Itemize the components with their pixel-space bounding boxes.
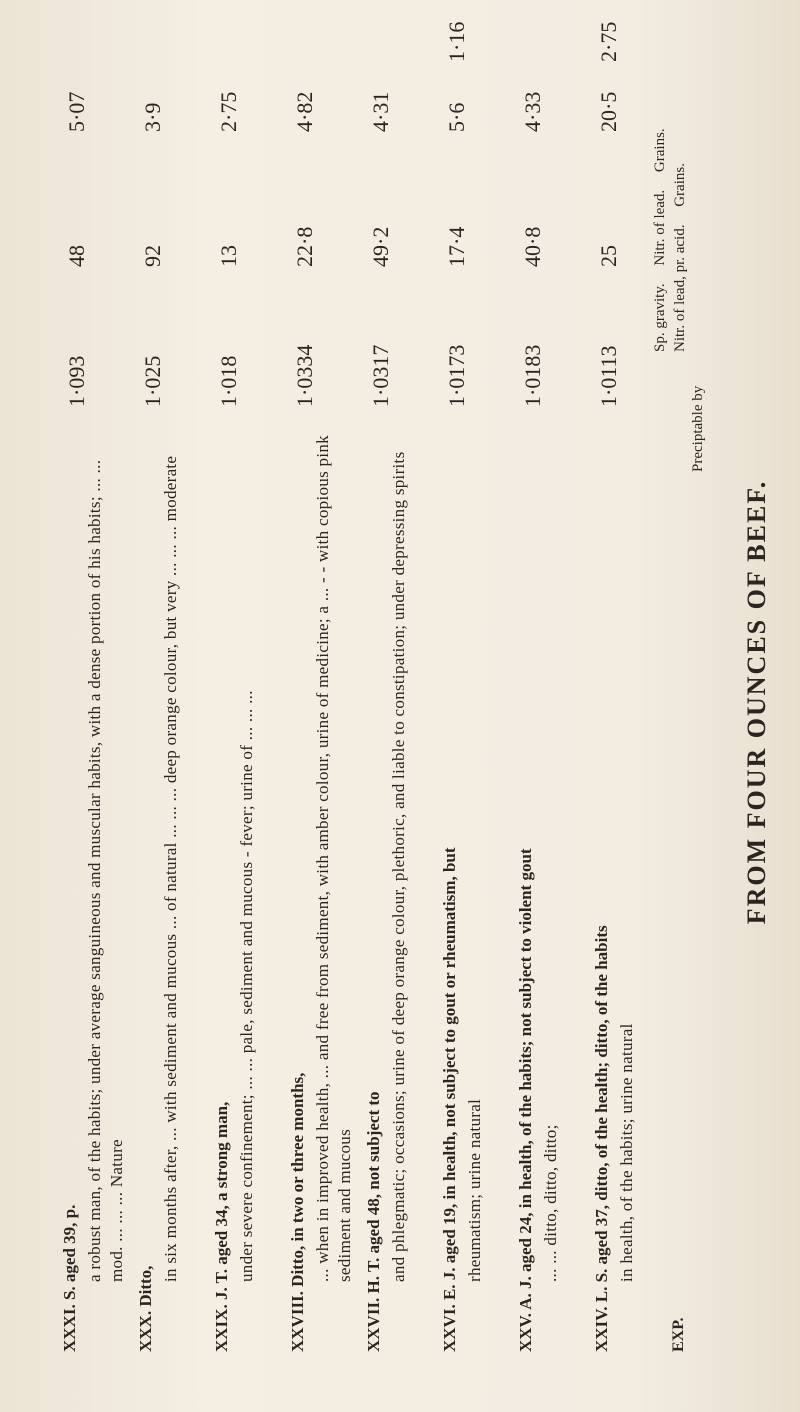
row-text: ... when in improved health, ... and free from sediment, with amber colour, urine of medicine; a ... - - with copious pink sediment and mucous <box>313 435 354 1282</box>
column-footer <box>650 22 690 352</box>
row-code: XXX. Ditto, <box>136 1265 155 1352</box>
row-code: XXVII. H. T. aged 48, not subject to <box>364 1091 383 1352</box>
running-head: FROM FOUR OUNCES OF BEEF. <box>742 479 771 925</box>
footer-label: Sp. gravity. <box>652 283 668 352</box>
row-value-1: 1·025 <box>140 355 165 407</box>
row-value-2: 92 <box>140 245 165 267</box>
row-text: a robust man, of the habits; under average sanguineous and muscular habits, with a dense portion of his habits; ... ... mod. ... ... ... Nature <box>85 459 126 1282</box>
table-row <box>136 62 210 1352</box>
table-row <box>288 62 362 1352</box>
row-value-2: 25 <box>596 245 621 267</box>
row-code: XXVIII. Ditto, in two or three months, <box>288 1072 307 1352</box>
row-value-1: 1·093 <box>64 355 89 407</box>
row-text: in six months after, ... with sediment and mucous ... of natural ... ... ... deep orange colour, but very ... ... ... moderate <box>161 455 180 1282</box>
row-value-3: 2·75 <box>216 91 241 132</box>
row-value-2: 17·4 <box>444 226 469 267</box>
footer-label: Nitr. of lead. <box>652 189 668 266</box>
footer-label: Nitr. of lead, pr. acid. <box>672 224 688 352</box>
row-text: ... ... ditto, ditto, ditto; <box>541 1124 560 1282</box>
row-value-3: 5·6 <box>444 102 469 132</box>
row-value-2: 49·2 <box>368 226 393 267</box>
row-text: under severe confinement; ... ... pale, sediment and mucous - fever; urine of ... ... ... <box>237 690 256 1282</box>
row-value-3: 3·9 <box>140 102 165 132</box>
table-row <box>516 62 590 1352</box>
row-value-1: 1·018 <box>216 355 241 407</box>
row-text: rheumatism; urine natural <box>465 1098 484 1282</box>
row-value-1: 1·0183 <box>520 344 545 407</box>
row-code: XXVI. E. J. aged 19, in health, not subject to gout or rheumatism, but <box>440 847 459 1352</box>
row-code: XXV. A. J. aged 24, in health, of the habits; not subject to violent gout <box>516 848 535 1352</box>
row-value-2: 40·8 <box>520 226 545 267</box>
table-row <box>212 62 286 1352</box>
row-text: in health, of the habits; urine natural <box>617 1023 636 1282</box>
table-rows <box>60 21 700 1352</box>
footer-caption: Preciptable by <box>690 385 706 472</box>
row-value-4: 1·16 <box>444 21 469 62</box>
row-value-1: 1·0317 <box>368 344 393 407</box>
row-value-4: 2·75 <box>596 21 621 62</box>
exp-label: EXP. <box>670 1317 687 1352</box>
row-value-1: 1·0113 <box>596 345 621 407</box>
row-value-3: 4·82 <box>292 91 317 132</box>
row-value-1: 1·0334 <box>292 344 317 407</box>
row-code: XXXI. S. aged 39, p. <box>60 1204 79 1352</box>
row-code: XXIV. L. S. aged 37, ditto, of the health; ditto, of the habits <box>592 925 611 1352</box>
row-value-1: 1·0173 <box>444 344 469 407</box>
footer-label: Grains. <box>652 128 668 173</box>
row-value-3: 5·07 <box>64 91 89 132</box>
footer-label: Grains. <box>672 163 688 207</box>
row-value-3: 4·31 <box>368 91 393 132</box>
row-value-3: 4·33 <box>520 91 545 132</box>
row-value-2: 22·8 <box>292 226 317 267</box>
row-code: XXIX. J. T. aged 34, a strong man, <box>212 1101 231 1352</box>
table-row <box>60 62 134 1352</box>
table-row <box>440 21 514 1352</box>
row-value-2: 48 <box>64 245 89 267</box>
table-row <box>364 62 438 1352</box>
row-text: and phlegmatic; occasions; urine of deep orange colour, plethoric, and liable to constipation; under depressing spirits <box>389 451 408 1282</box>
row-value-3: 20·5 <box>596 91 621 132</box>
row-value-2: 13 <box>216 245 241 267</box>
